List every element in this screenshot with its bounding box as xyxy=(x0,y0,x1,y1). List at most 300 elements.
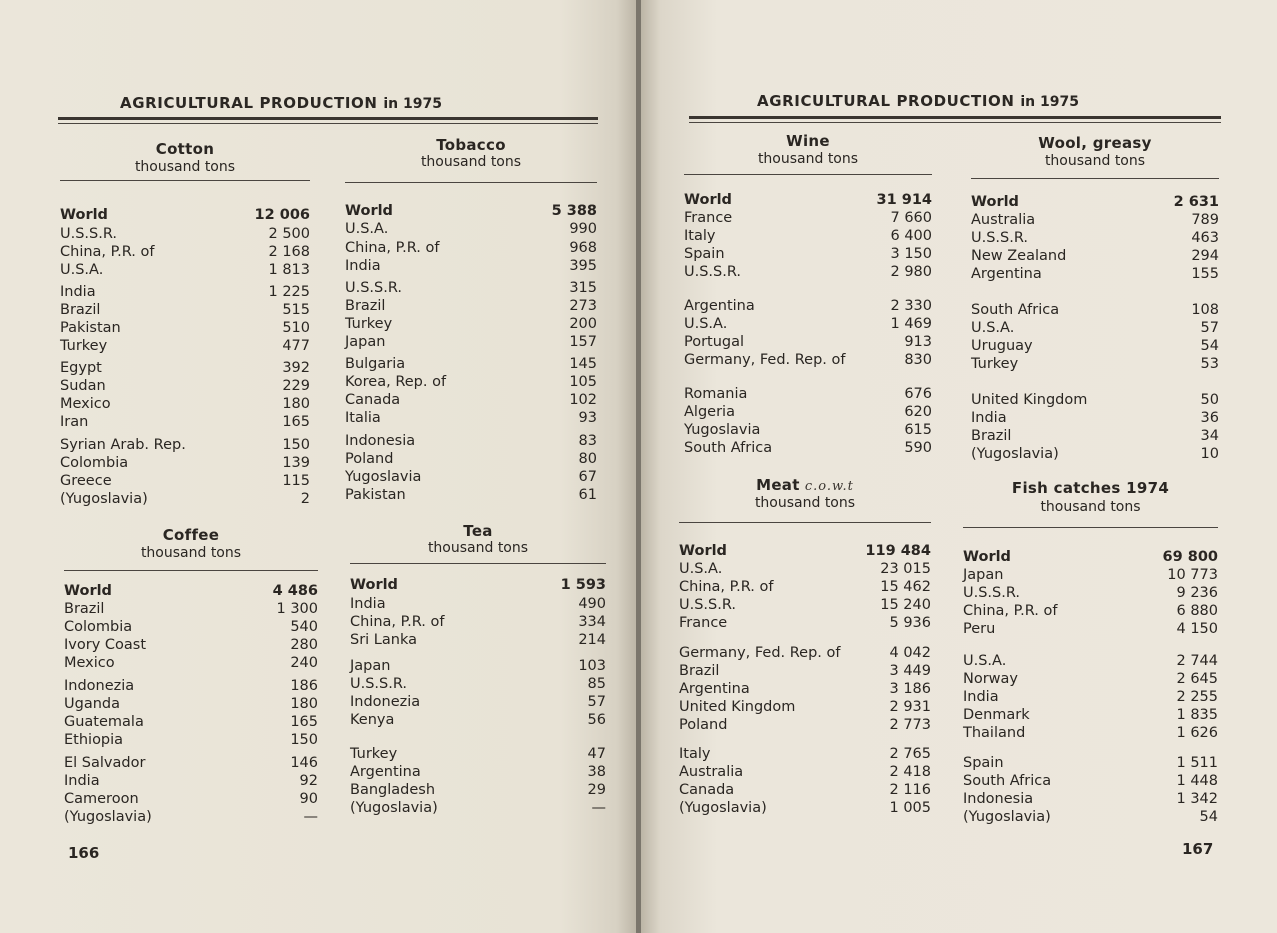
table-row xyxy=(345,298,597,315)
table-row xyxy=(345,203,597,220)
country-name: Peru xyxy=(963,621,996,637)
table-row xyxy=(684,210,932,227)
production-value: 620 xyxy=(904,404,932,420)
production-value: 102 xyxy=(569,392,597,408)
coffee-title xyxy=(64,526,318,544)
country-name: (Yugoslavia) xyxy=(679,800,767,816)
table-row xyxy=(679,717,931,734)
country-name: South Africa xyxy=(971,302,1060,318)
table-row xyxy=(345,487,597,504)
country-name: China, P.R. of xyxy=(345,240,440,256)
table-row xyxy=(963,755,1218,772)
table-row xyxy=(963,773,1218,790)
table-row xyxy=(684,440,932,457)
table-row xyxy=(345,258,597,275)
country-name: Ethiopia xyxy=(64,732,124,748)
table-row xyxy=(345,356,597,373)
country-name: Ivory Coast xyxy=(64,637,147,653)
country-name: Pakistan xyxy=(345,487,406,503)
production-value: 10 xyxy=(1200,446,1219,462)
left-page-number: 166 xyxy=(68,844,100,862)
fish-title-text: Fish catches 1974 xyxy=(1011,479,1170,497)
table-row xyxy=(64,637,318,654)
table-row xyxy=(684,246,932,263)
production-value: 615 xyxy=(904,422,932,438)
table-row xyxy=(971,446,1219,463)
table-row xyxy=(350,694,606,711)
country-name: U.S.A. xyxy=(963,653,1007,669)
country-name: Spain xyxy=(684,246,725,262)
country-name: Thailand xyxy=(963,725,1026,741)
table-row xyxy=(971,410,1219,427)
production-value: 57 xyxy=(1200,320,1219,336)
table-row xyxy=(963,603,1218,620)
table-row xyxy=(345,392,597,409)
table-row xyxy=(679,800,931,817)
table-row xyxy=(684,422,932,439)
country-name: Indonesia xyxy=(963,791,1034,807)
country-name: Algeria xyxy=(684,404,735,420)
table-row xyxy=(684,386,932,403)
meat-title-text: Meat xyxy=(756,476,800,494)
production-value: 29 xyxy=(587,782,606,798)
table-row xyxy=(350,614,606,631)
country-name: Japan xyxy=(350,658,391,674)
production-value: 115 xyxy=(282,473,310,489)
production-value: 1 005 xyxy=(889,800,931,816)
meat-title-note: c.o.w.t xyxy=(799,479,854,494)
cotton-title-text: Cotton xyxy=(155,140,215,158)
table-row xyxy=(345,221,597,238)
left-header-rule xyxy=(58,117,598,120)
meat-rule xyxy=(679,522,931,523)
right-header-rule-thin xyxy=(689,122,1221,123)
table-row xyxy=(64,755,318,772)
production-value: 2 980 xyxy=(890,264,932,280)
tobacco-title xyxy=(345,136,597,154)
country-name: Bulgaria xyxy=(345,356,406,372)
right-page xyxy=(641,0,1277,933)
country-name: (Yugoslavia) xyxy=(350,800,438,816)
table-row xyxy=(971,194,1219,211)
table-row xyxy=(679,645,931,662)
cotton-unit: thousand tons xyxy=(134,159,236,175)
wool-title xyxy=(971,134,1219,152)
production-value: 3 150 xyxy=(890,246,932,262)
country-name: New Zealand xyxy=(971,248,1067,264)
country-name: U.S.A. xyxy=(971,320,1015,336)
country-name: U.S.S.R. xyxy=(350,676,408,692)
production-value: 105 xyxy=(569,374,597,390)
country-name: Korea, Rep. of xyxy=(345,374,447,390)
production-value: 85 xyxy=(587,676,606,692)
table-row xyxy=(963,689,1218,706)
country-name: United Kingdom xyxy=(679,699,796,715)
country-name: U.S.S.R. xyxy=(679,597,737,613)
table-row xyxy=(971,428,1219,445)
production-value: 12 006 xyxy=(254,207,310,223)
production-value: 150 xyxy=(282,437,310,453)
country-name: India xyxy=(345,258,381,274)
production-value: 4 150 xyxy=(1176,621,1218,637)
wine-rule xyxy=(684,174,932,175)
country-name: World xyxy=(684,192,732,208)
coffee-rule xyxy=(64,570,318,571)
country-name: China, P.R. of xyxy=(963,603,1058,619)
meat-title xyxy=(679,476,931,494)
table-row xyxy=(679,681,931,698)
production-value: 240 xyxy=(290,655,318,671)
production-value: 180 xyxy=(282,396,310,412)
production-value: 38 xyxy=(587,764,606,780)
country-name: Bangladesh xyxy=(350,782,436,798)
production-value: 47 xyxy=(587,746,606,762)
table-row xyxy=(64,619,318,636)
right-header-rule xyxy=(689,116,1221,119)
table-row xyxy=(64,696,318,713)
table-row xyxy=(60,378,310,395)
tea-unit: thousand tons xyxy=(427,540,529,556)
production-value: 510 xyxy=(282,320,310,336)
wine-title-text: Wine xyxy=(786,132,830,150)
production-value: 2 418 xyxy=(889,764,931,780)
table-row xyxy=(684,334,932,351)
country-name: Italia xyxy=(345,410,381,426)
table-row xyxy=(679,597,931,614)
production-value: 9 236 xyxy=(1176,585,1218,601)
country-name: Turkey xyxy=(345,316,393,332)
country-name: Spain xyxy=(963,755,1004,771)
production-value: 1 469 xyxy=(890,316,932,332)
production-value: 1 225 xyxy=(268,284,310,300)
right-page-header xyxy=(757,92,1079,110)
production-value: 31 914 xyxy=(876,192,932,208)
country-name: World xyxy=(679,543,727,559)
table-row xyxy=(350,577,606,594)
production-value: 180 xyxy=(290,696,318,712)
country-name: Indonezia xyxy=(350,694,421,710)
production-value: 395 xyxy=(569,258,597,274)
table-row xyxy=(679,663,931,680)
table-row xyxy=(350,676,606,693)
production-value: 676 xyxy=(904,386,932,402)
table-row xyxy=(60,207,310,224)
production-value: 1 448 xyxy=(1176,773,1218,789)
cotton-rule xyxy=(60,180,310,181)
table-row xyxy=(60,262,310,279)
country-name: Brazil xyxy=(64,601,105,617)
production-value: 229 xyxy=(282,378,310,394)
production-value: 2 645 xyxy=(1176,671,1218,687)
table-row xyxy=(345,451,597,468)
country-name: Portugal xyxy=(684,334,745,350)
country-name: Australia xyxy=(971,212,1036,228)
country-name: Uganda xyxy=(64,696,120,712)
table-row xyxy=(345,374,597,391)
country-name: Kenya xyxy=(350,712,395,728)
fish-title xyxy=(963,479,1218,497)
right-page-number: 167 xyxy=(1182,840,1214,858)
meat-unit: thousand tons xyxy=(754,495,856,511)
production-value: 2 255 xyxy=(1176,689,1218,705)
coffee-title-text: Coffee xyxy=(162,526,220,544)
tea-rule xyxy=(350,563,606,564)
production-value: 1 342 xyxy=(1176,791,1218,807)
country-name: Norway xyxy=(963,671,1019,687)
country-name: Iran xyxy=(60,414,89,430)
production-value: 5 388 xyxy=(551,203,597,219)
country-name: World xyxy=(963,549,1011,565)
table-row xyxy=(64,583,318,600)
table-row xyxy=(345,433,597,450)
country-name: Mexico xyxy=(60,396,111,412)
table-row xyxy=(64,732,318,749)
table-row xyxy=(350,764,606,781)
left-header-year: in 1975 xyxy=(383,96,442,112)
production-value: 1 835 xyxy=(1176,707,1218,723)
country-name: Italy xyxy=(684,228,716,244)
production-value: 34 xyxy=(1200,428,1219,444)
table-row xyxy=(971,266,1219,283)
country-name: Brazil xyxy=(679,663,720,679)
left-page-header xyxy=(120,94,442,112)
table-row xyxy=(963,585,1218,602)
table-row xyxy=(963,567,1218,584)
country-name: Sri Lanka xyxy=(350,632,417,648)
production-value: 7 660 xyxy=(890,210,932,226)
production-value: 590 xyxy=(904,440,932,456)
table-row xyxy=(350,658,606,675)
production-value: 108 xyxy=(1191,302,1219,318)
table-row xyxy=(60,414,310,431)
production-value: 968 xyxy=(569,240,597,256)
table-row xyxy=(60,302,310,319)
country-name: India xyxy=(60,284,96,300)
production-value: 56 xyxy=(587,712,606,728)
table-row xyxy=(60,396,310,413)
country-name: India xyxy=(963,689,999,705)
table-row xyxy=(963,653,1218,670)
country-name: South Africa xyxy=(963,773,1052,789)
country-name: Romania xyxy=(684,386,748,402)
tea-title xyxy=(350,522,606,540)
table-row xyxy=(684,352,932,369)
country-name: (Yugoslavia) xyxy=(971,446,1059,462)
table-row xyxy=(350,596,606,613)
country-name: Argentina xyxy=(679,681,750,697)
cotton-title xyxy=(60,140,310,158)
production-value: 145 xyxy=(569,356,597,372)
table-row xyxy=(684,264,932,281)
table-row xyxy=(60,338,310,355)
country-name: Poland xyxy=(345,451,394,467)
production-value: 2 500 xyxy=(268,226,310,242)
country-name: U.S.S.R. xyxy=(345,280,403,296)
country-name: Mexico xyxy=(64,655,115,671)
production-value: 5 936 xyxy=(889,615,931,631)
table-row xyxy=(345,316,597,333)
country-name: Egypt xyxy=(60,360,102,376)
country-name: Brazil xyxy=(971,428,1012,444)
production-value: 3 449 xyxy=(889,663,931,679)
production-value: 1 813 xyxy=(268,262,310,278)
table-row xyxy=(60,437,310,454)
country-name: India xyxy=(971,410,1007,426)
table-row xyxy=(679,615,931,632)
production-value: 990 xyxy=(569,221,597,237)
table-row xyxy=(679,579,931,596)
production-value: 1 511 xyxy=(1176,755,1218,771)
right-header-year: in 1975 xyxy=(1020,94,1079,110)
country-name: U.S.A. xyxy=(60,262,104,278)
production-value: 1 300 xyxy=(276,601,318,617)
production-value: 165 xyxy=(290,714,318,730)
country-name: U.S.S.R. xyxy=(60,226,118,242)
production-value: 23 015 xyxy=(880,561,931,577)
country-name: Sudan xyxy=(60,378,106,394)
production-value: 36 xyxy=(1200,410,1219,426)
table-row xyxy=(60,360,310,377)
country-name: U.S.S.R. xyxy=(684,264,742,280)
table-row xyxy=(60,320,310,337)
tea-title-text: Tea xyxy=(463,522,493,540)
country-name: Yugoslavia xyxy=(345,469,422,485)
country-name: U.S.S.R. xyxy=(963,585,1021,601)
country-name: Yugoslavia xyxy=(684,422,761,438)
table-row xyxy=(971,212,1219,229)
table-row xyxy=(684,404,932,421)
table-row xyxy=(345,469,597,486)
production-value: 54 xyxy=(1200,338,1219,354)
table-row xyxy=(64,655,318,672)
table-row xyxy=(350,800,606,817)
production-value: — xyxy=(591,800,606,816)
wine-title xyxy=(684,132,932,150)
table-row xyxy=(345,280,597,297)
production-value: 515 xyxy=(282,302,310,318)
country-name: India xyxy=(64,773,100,789)
tobacco-unit: thousand tons xyxy=(420,154,522,170)
country-name: Turkey xyxy=(971,356,1019,372)
country-name: Brazil xyxy=(345,298,386,314)
wool-rule xyxy=(971,178,1219,179)
production-value: 150 xyxy=(290,732,318,748)
table-row xyxy=(60,226,310,243)
production-value: 61 xyxy=(578,487,597,503)
fish-unit: thousand tons xyxy=(1040,499,1141,515)
production-value: 53 xyxy=(1200,356,1219,372)
country-name: Denmark xyxy=(963,707,1030,723)
production-value: 392 xyxy=(282,360,310,376)
production-value: 67 xyxy=(578,469,597,485)
production-value: 50 xyxy=(1200,392,1219,408)
country-name: World xyxy=(64,583,112,599)
production-value: 830 xyxy=(904,352,932,368)
production-value: 15 462 xyxy=(880,579,931,595)
country-name: Argentina xyxy=(684,298,755,314)
production-value: 165 xyxy=(282,414,310,430)
production-value: 54 xyxy=(1199,809,1218,825)
country-name: Poland xyxy=(679,717,728,733)
country-name: Colombia xyxy=(60,455,129,471)
table-row xyxy=(679,746,931,763)
table-row xyxy=(971,230,1219,247)
table-row xyxy=(963,549,1218,566)
country-name: (Yugoslavia) xyxy=(60,491,148,507)
country-name: World xyxy=(971,194,1019,210)
table-row xyxy=(971,338,1219,355)
country-name: U.S.S.R. xyxy=(971,230,1029,246)
production-value: 2 631 xyxy=(1173,194,1219,210)
country-name: U.S.A. xyxy=(684,316,728,332)
table-row xyxy=(60,244,310,261)
table-row xyxy=(971,302,1219,319)
production-value: 2 xyxy=(300,491,310,507)
table-row xyxy=(60,284,310,301)
table-row xyxy=(679,543,931,560)
table-row xyxy=(971,356,1219,373)
country-name: Australia xyxy=(679,764,744,780)
production-value: 146 xyxy=(290,755,318,771)
production-value: 4 486 xyxy=(272,583,318,599)
table-row xyxy=(963,671,1218,688)
production-value: 15 240 xyxy=(880,597,931,613)
country-name: Brazil xyxy=(60,302,101,318)
country-name: Argentina xyxy=(971,266,1042,282)
production-value: 2 168 xyxy=(268,244,310,260)
country-name: (Yugoslavia) xyxy=(963,809,1051,825)
country-name: Japan xyxy=(345,334,386,350)
production-value: 57 xyxy=(587,694,606,710)
production-value: 83 xyxy=(578,433,597,449)
production-value: 93 xyxy=(578,410,597,426)
production-value: 6 400 xyxy=(890,228,932,244)
production-value: 540 xyxy=(290,619,318,635)
table-row xyxy=(350,712,606,729)
production-value: 280 xyxy=(290,637,318,653)
left-header-title: AGRICULTURAL PRODUCTION xyxy=(120,94,378,112)
production-value: 490 xyxy=(578,596,606,612)
country-name: Italy xyxy=(679,746,711,762)
production-value: 2 765 xyxy=(889,746,931,762)
production-value: 273 xyxy=(569,298,597,314)
production-value: 789 xyxy=(1191,212,1219,228)
production-value: 2 773 xyxy=(889,717,931,733)
table-row xyxy=(350,782,606,799)
table-row xyxy=(963,621,1218,638)
production-value: 155 xyxy=(1191,266,1219,282)
table-row xyxy=(64,809,318,826)
country-name: Guatemala xyxy=(64,714,144,730)
country-name: U.S.A. xyxy=(679,561,723,577)
production-value: 4 042 xyxy=(889,645,931,661)
country-name: Greece xyxy=(60,473,112,489)
table-row xyxy=(679,764,931,781)
country-name: Colombia xyxy=(64,619,133,635)
fish-rule xyxy=(963,527,1218,528)
production-value: 6 880 xyxy=(1176,603,1218,619)
country-name: Canada xyxy=(679,782,735,798)
production-value: 477 xyxy=(282,338,310,354)
table-row xyxy=(684,298,932,315)
production-value: 92 xyxy=(299,773,318,789)
country-name: China, P.R. of xyxy=(679,579,774,595)
country-name: France xyxy=(684,210,733,226)
production-value: 186 xyxy=(290,678,318,694)
country-name: Turkey xyxy=(60,338,108,354)
table-row xyxy=(679,782,931,799)
production-value: 3 186 xyxy=(889,681,931,697)
